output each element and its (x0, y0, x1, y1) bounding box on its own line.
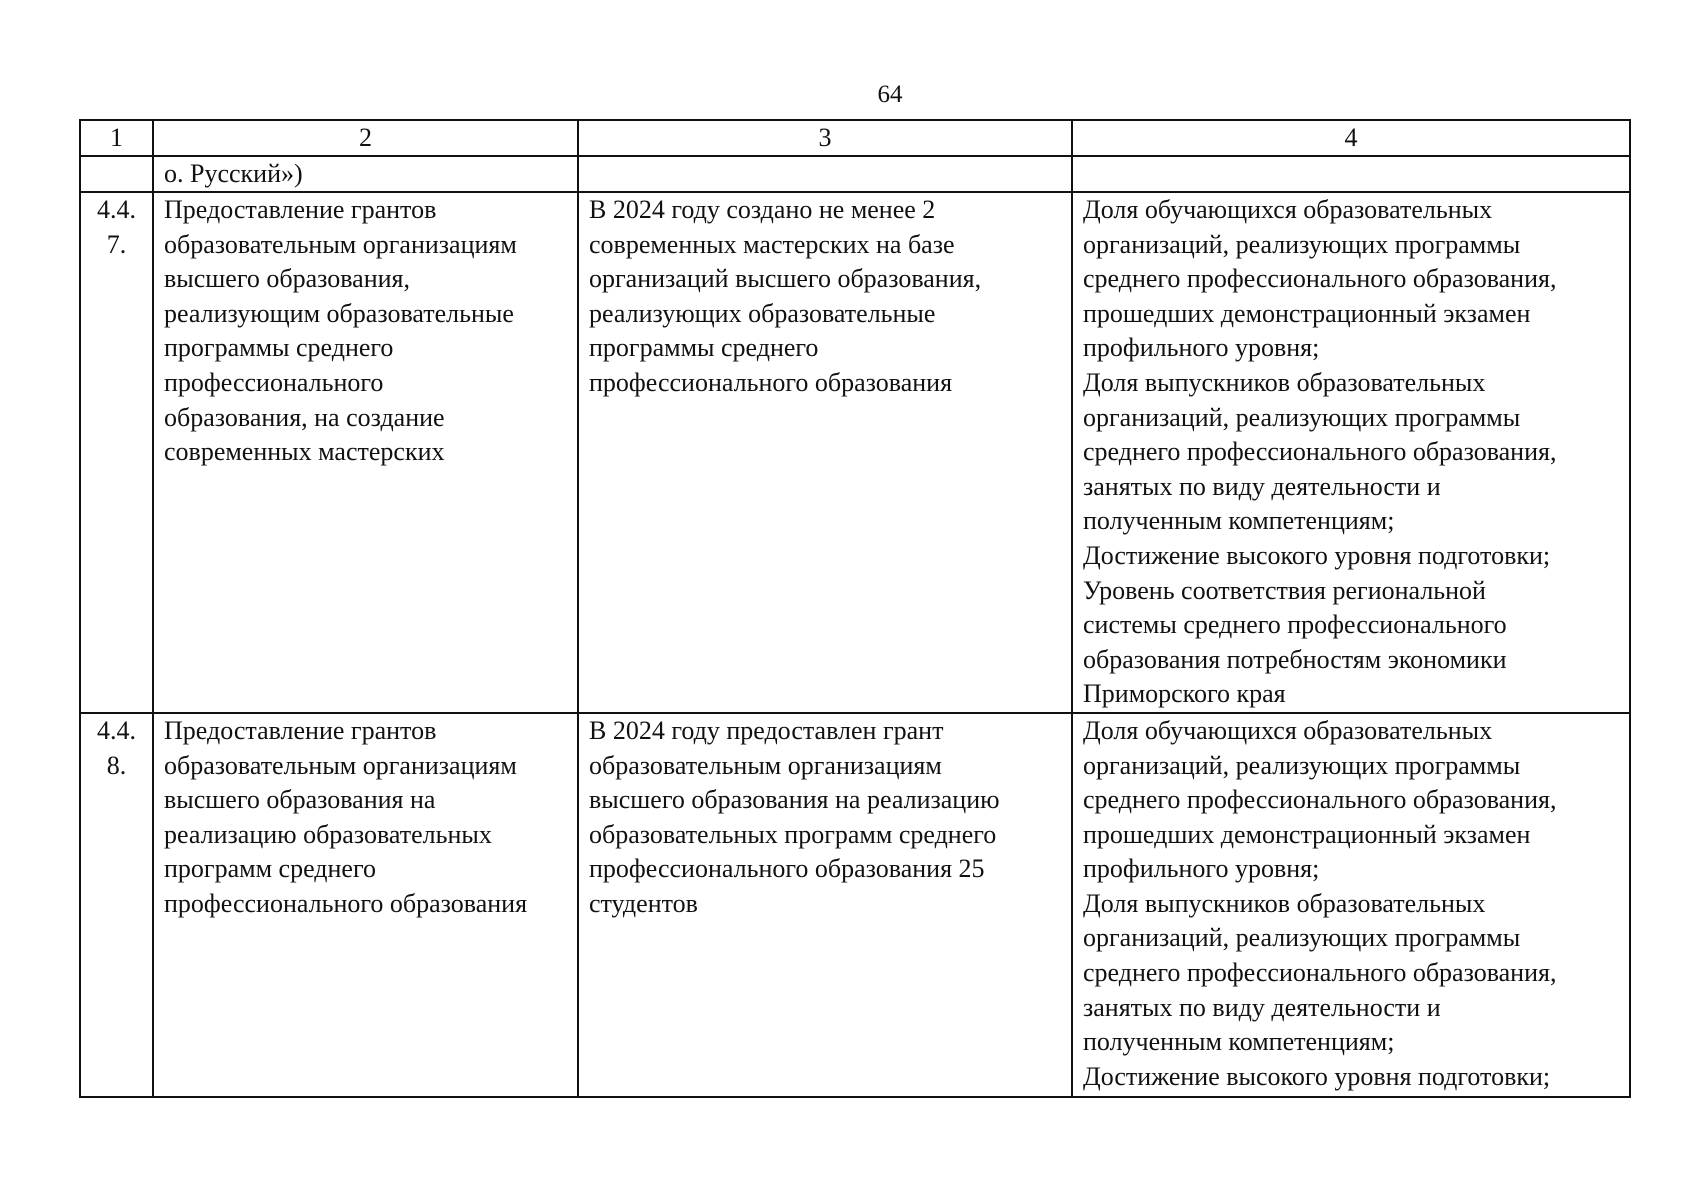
header-cell-3: 3 (578, 120, 1072, 156)
activity-cell: Предоставление грантов образовательным организациям высшего образования на реализацию образовательных программ среднего профессионального образования (153, 713, 578, 1097)
continuation-activity-cell: о. Русский») (153, 156, 578, 192)
continuation-result-cell (578, 156, 1072, 192)
header-cell-1: 1 (80, 120, 153, 156)
row-number-cell: 4.4. 7. (80, 192, 153, 713)
page-number: 64 (877, 81, 903, 108)
header-cell-2: 2 (153, 120, 578, 156)
header-cell-4: 4 (1072, 120, 1630, 156)
indicator-cell: Доля обучающихся образовательных организаций, реализующих программы среднего профессионального образования, прошедших демонстрационный экзамен профильного уровня; Доля выпускников образовательных организаций, реализующих программы среднего профессионального образования, занятых по виду деятельности и полученным компетенциям; Достижение высокого уровня подготовки; (1072, 713, 1630, 1097)
result-cell: В 2024 году предоставлен грант образовательным организациям высшего образования на реализацию образовательных программ среднего профессионального образования 25 студентов (578, 713, 1072, 1097)
result-cell: В 2024 году создано не менее 2 современных мастерских на базе организаций высшего образования, реализующих образовательные программы среднего профессионального образования (578, 192, 1072, 713)
continuation-row (80, 156, 1630, 192)
activities-table (79, 119, 1631, 1098)
table-header-row (80, 120, 1630, 156)
indicator-cell: Доля обучающихся образовательных организаций, реализующих программы среднего профессионального образования, прошедших демонстрационный экзамен профильного уровня; Доля выпускников образовательных организаций, реализующих программы среднего профессионального образования, занятых по виду деятельности и полученным компетенциям; Достижение высокого уровня подготовки; Уровень соответствия региональной системы среднего профессионального образования потребностям экономики Приморского края (1072, 192, 1630, 713)
table-row (80, 713, 1630, 1097)
row-number-cell: 4.4. 8. (80, 713, 153, 1097)
activity-cell: Предоставление грантов образовательным организациям высшего образования, реализующим образовательные программы среднего профессионального образования, на создание современных мастерских (153, 192, 578, 713)
continuation-num-cell (80, 156, 153, 192)
continuation-indicator-cell (1072, 156, 1630, 192)
table-row (80, 192, 1630, 713)
